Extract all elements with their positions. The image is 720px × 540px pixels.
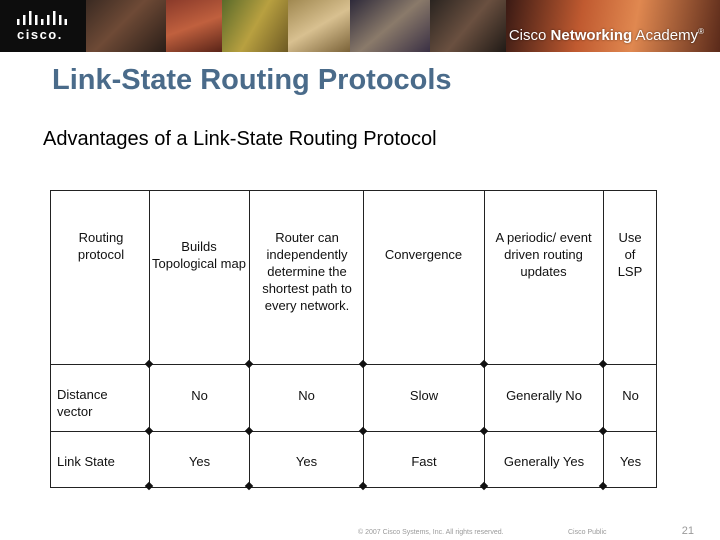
grid-marker [599,360,607,368]
column-divider [249,191,250,487]
page-number: 21 [681,525,694,537]
header-shortest-path: Router can independently determine the shortest path to every network. [262,230,352,313]
grid-marker [480,360,488,368]
row-divider [51,431,656,432]
header-use-of-lsp: Use of LSP [617,230,643,279]
row-label-link-state: Link State [57,454,115,469]
banner-photo-1 [86,0,166,52]
column-divider [603,191,604,487]
cell-ls-lsp: Yes [619,454,642,469]
banner-photo-5 [350,0,430,52]
cell-dv-lsp: No [622,388,639,403]
header-builds-topological-map: Builds Topological map [152,238,246,271]
cell-dv-convergence: Slow [409,388,439,403]
grid-marker [599,427,607,435]
grid-marker [145,482,153,490]
cell-ls-shortest-path: Yes [295,454,318,469]
grid-marker [359,360,367,368]
networking-academy-label: Cisco Networking Academy® [508,27,704,44]
row-divider [51,364,656,365]
cisco-wordmark: cisco. [17,27,63,42]
classification-label: Cisco Public [568,529,607,536]
grid-marker [145,360,153,368]
header-periodic-updates: A periodic/ event driven routing updates [495,230,592,279]
column-divider [149,191,150,487]
banner-photo-2 [166,0,222,52]
cell-dv-shortest-path: No [298,388,315,403]
banner-photo-4 [288,0,350,52]
comparison-table [50,190,657,488]
header-routing-protocol: Routing protocol [77,230,125,262]
cisco-logo [0,0,86,52]
banner-photo-7 [506,0,720,52]
header-banner [0,0,720,52]
grid-marker [359,482,367,490]
grid-marker [359,427,367,435]
grid-marker [145,427,153,435]
slide-title: Link-State Routing Protocols [52,64,452,96]
grid-marker [480,427,488,435]
grid-marker [245,427,253,435]
grid-marker [245,482,253,490]
cell-ls-convergence: Fast [411,454,437,469]
header-convergence: Convergence [384,247,463,262]
cell-dv-topological-map: No [191,388,208,403]
cell-dv-periodic-updates: Generally No [506,388,582,403]
banner-photo-3 [222,0,288,52]
column-divider [484,191,485,487]
cisco-bridge-icon [17,11,67,27]
cell-ls-periodic-updates: Generally Yes [503,454,585,469]
row-label-distance-vector: Distance vector [57,387,108,419]
grid-marker [599,482,607,490]
copyright-notice: © 2007 Cisco Systems, Inc. All rights reserved. [358,529,504,536]
grid-marker [480,482,488,490]
column-divider [363,191,364,487]
cell-ls-topological-map: Yes [188,454,211,469]
banner-photo-6 [430,0,506,52]
slide-subtitle: Advantages of a Link-State Routing Protocol [43,128,437,150]
grid-marker [245,360,253,368]
